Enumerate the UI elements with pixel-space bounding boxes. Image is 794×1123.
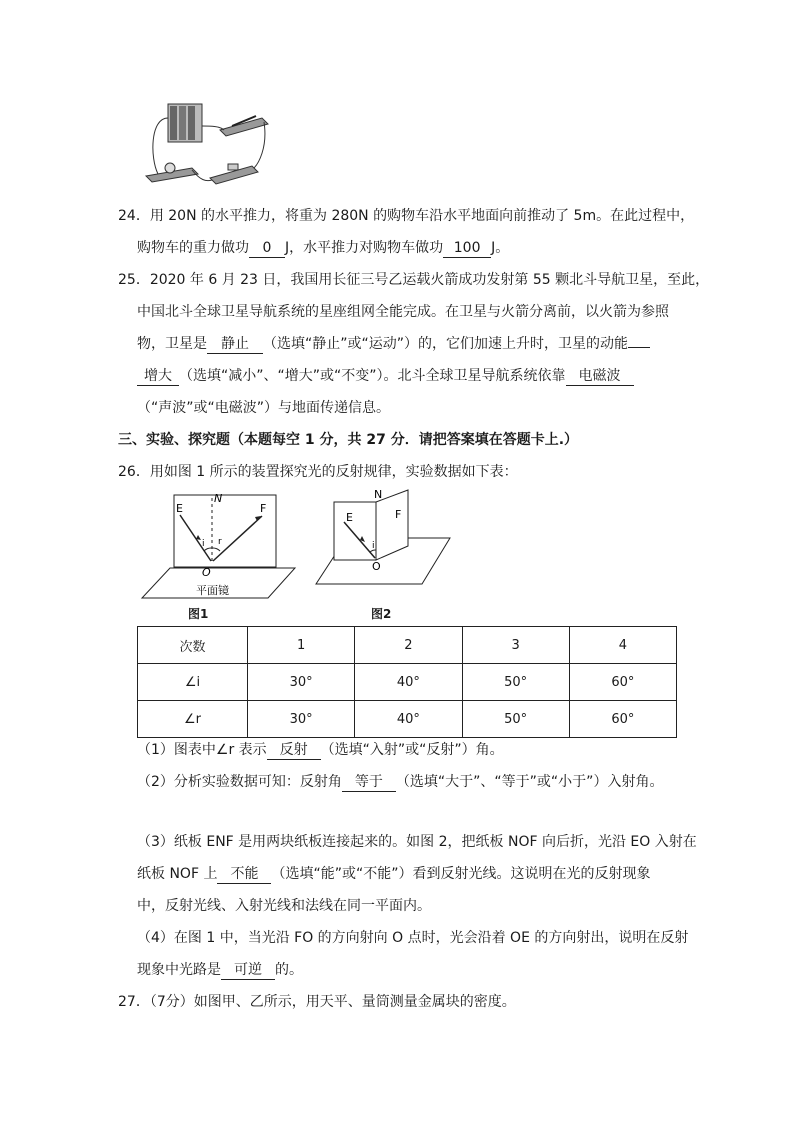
q24-answer-1[interactable]: 0 bbox=[249, 239, 285, 258]
q25-line2: 中国北斗全球卫星导航系统的星座组网全能完成。在卫星与火箭分离前，以火箭为参照 bbox=[137, 304, 669, 320]
table-cell: 40° bbox=[355, 664, 462, 701]
q25-line1: 25．2020 年 6 月 23 日，我国用长征三号乙运载火箭成功发射第 55 颗北斗导航卫星，至此， bbox=[118, 272, 710, 288]
q24-line2-post: J。 bbox=[491, 240, 510, 256]
table-header-cell: 3 bbox=[462, 627, 569, 664]
table-header-row bbox=[138, 627, 677, 664]
q27-line: 27．（7分）如图甲、乙所示，用天平、量筒测量金属块的密度。 bbox=[118, 994, 516, 1010]
q26-intro: 26．用如图 1 所示的装置探究光的反射规律，实验数据如下表： bbox=[118, 464, 518, 480]
figure-1 bbox=[140, 490, 300, 620]
circuit-illustration bbox=[140, 98, 270, 190]
fig2-caption: 图2 bbox=[371, 607, 392, 621]
table-row bbox=[138, 664, 677, 701]
q25-line3-pre: 物，卫星是 bbox=[137, 336, 207, 352]
fig2-label-e: E bbox=[346, 511, 353, 524]
q26-part4-pre: 现象中光路是 bbox=[137, 962, 221, 978]
fig1-label-f: F bbox=[260, 502, 267, 515]
q26-part1-pre: （1）图表中∠r 表示 bbox=[137, 742, 267, 758]
table-cell: 60° bbox=[569, 664, 676, 701]
q26-part1-post: （选填“入射”或“反射”）角。 bbox=[320, 742, 504, 758]
q26-part4-post: 的。 bbox=[275, 962, 303, 978]
fig1-label-e: E bbox=[176, 502, 183, 515]
q26-part2 bbox=[137, 773, 663, 792]
q26-part3-answer[interactable]: 不能 bbox=[217, 865, 271, 884]
table-header-cell: 4 bbox=[569, 627, 676, 664]
table-header-cell: 次数 bbox=[138, 627, 248, 664]
table-cell: 30° bbox=[248, 701, 355, 738]
fig2-label-i: i bbox=[372, 541, 375, 551]
q26-part2-pre: （2）分析实验数据可知：反射角 bbox=[137, 774, 342, 790]
q25-line3 bbox=[137, 335, 650, 354]
fig1-caption: 图1 bbox=[188, 607, 209, 621]
table-header-cell: 1 bbox=[248, 627, 355, 664]
fig2-label-n: N bbox=[374, 488, 383, 501]
table-cell: 30° bbox=[248, 664, 355, 701]
q26-part3-post: （选填“能”或“不能”）看到反射光线。这说明在光的反射现象 bbox=[271, 866, 651, 882]
q26-part2-post: （选填“大于”、“等于”或“小于”）入射角。 bbox=[395, 774, 664, 790]
q26-part4-answer[interactable]: 可逆 bbox=[221, 961, 275, 980]
q25-line5: （“声波”或“电磁波”）与地面传递信息。 bbox=[137, 400, 391, 416]
q26-part1-answer[interactable]: 反射 bbox=[267, 741, 321, 760]
q25-line4 bbox=[137, 367, 634, 386]
table-row-label: ∠i bbox=[138, 664, 248, 701]
fig1-label-o: O bbox=[202, 566, 211, 579]
q26-part3-line2 bbox=[137, 865, 650, 884]
q26-part4-line2 bbox=[137, 961, 303, 980]
q26-part3-pre: 纸板 NOF 上 bbox=[137, 866, 218, 882]
table-row bbox=[138, 701, 677, 738]
q24-line2 bbox=[137, 239, 509, 258]
fig1-label-n: N bbox=[214, 492, 223, 505]
q25-answer-2-underline-start bbox=[628, 347, 650, 348]
q25-line4-post: （选填“减小”、“增大”或“不变”）。北斗全球卫星导航系统依靠 bbox=[179, 368, 566, 384]
q26-part3-line1: （3）纸板 ENF 是用两块纸板连接起来的。如图 2，把纸板 NOF 向后折，光沿 EO 入射在 bbox=[137, 834, 697, 850]
section-3-heading: 三、实验、探究题（本题每空 1 分，共 27 分．请把答案填在答题卡上.） bbox=[118, 432, 579, 448]
fig1-label-i: i bbox=[202, 539, 205, 549]
fig2-label-o: O bbox=[372, 560, 381, 573]
q25-answer-3[interactable]: 电磁波 bbox=[566, 367, 634, 386]
table-cell: 40° bbox=[355, 701, 462, 738]
q24-line2-pre: 购物车的重力做功 bbox=[137, 240, 249, 256]
q25-answer-2[interactable]: 增大 bbox=[137, 367, 179, 386]
table-row-label: ∠r bbox=[138, 701, 248, 738]
fig1-mirror-label: 平面镜 bbox=[196, 584, 229, 597]
table-cell: 50° bbox=[462, 664, 569, 701]
q24-line1: 24．用 20N 的水平推力，将重为 280N 的购物车沿水平地面向前推动了 5m。在此过程中， bbox=[118, 208, 695, 224]
q25-line3-post: （选填“静止”或“运动”）的，它们加速上升时，卫星的动能 bbox=[263, 336, 629, 352]
q26-part1 bbox=[137, 741, 504, 760]
table-cell: 60° bbox=[569, 701, 676, 738]
figure-2 bbox=[312, 488, 457, 588]
q26-part3-line3: 中，反射光线、入射光线和法线在同一平面内。 bbox=[137, 898, 431, 914]
fig2-label-f: F bbox=[395, 508, 402, 521]
q24-line2-mid: J，水平推力对购物车做功 bbox=[285, 240, 444, 256]
table-cell: 50° bbox=[462, 701, 569, 738]
q26-part2-answer[interactable]: 等于 bbox=[342, 773, 396, 792]
q26-part4-line1: （4）在图 1 中，当光沿 FO 的方向射向 O 点时，光会沿着 OE 的方向射出，说明在反射 bbox=[137, 930, 689, 946]
fig1-label-r: r bbox=[218, 537, 222, 547]
table-header-cell: 2 bbox=[355, 627, 462, 664]
q26-data-table bbox=[137, 626, 677, 738]
q24-answer-2[interactable]: 100 bbox=[443, 239, 491, 258]
q25-answer-1[interactable]: 静止 bbox=[207, 335, 263, 354]
